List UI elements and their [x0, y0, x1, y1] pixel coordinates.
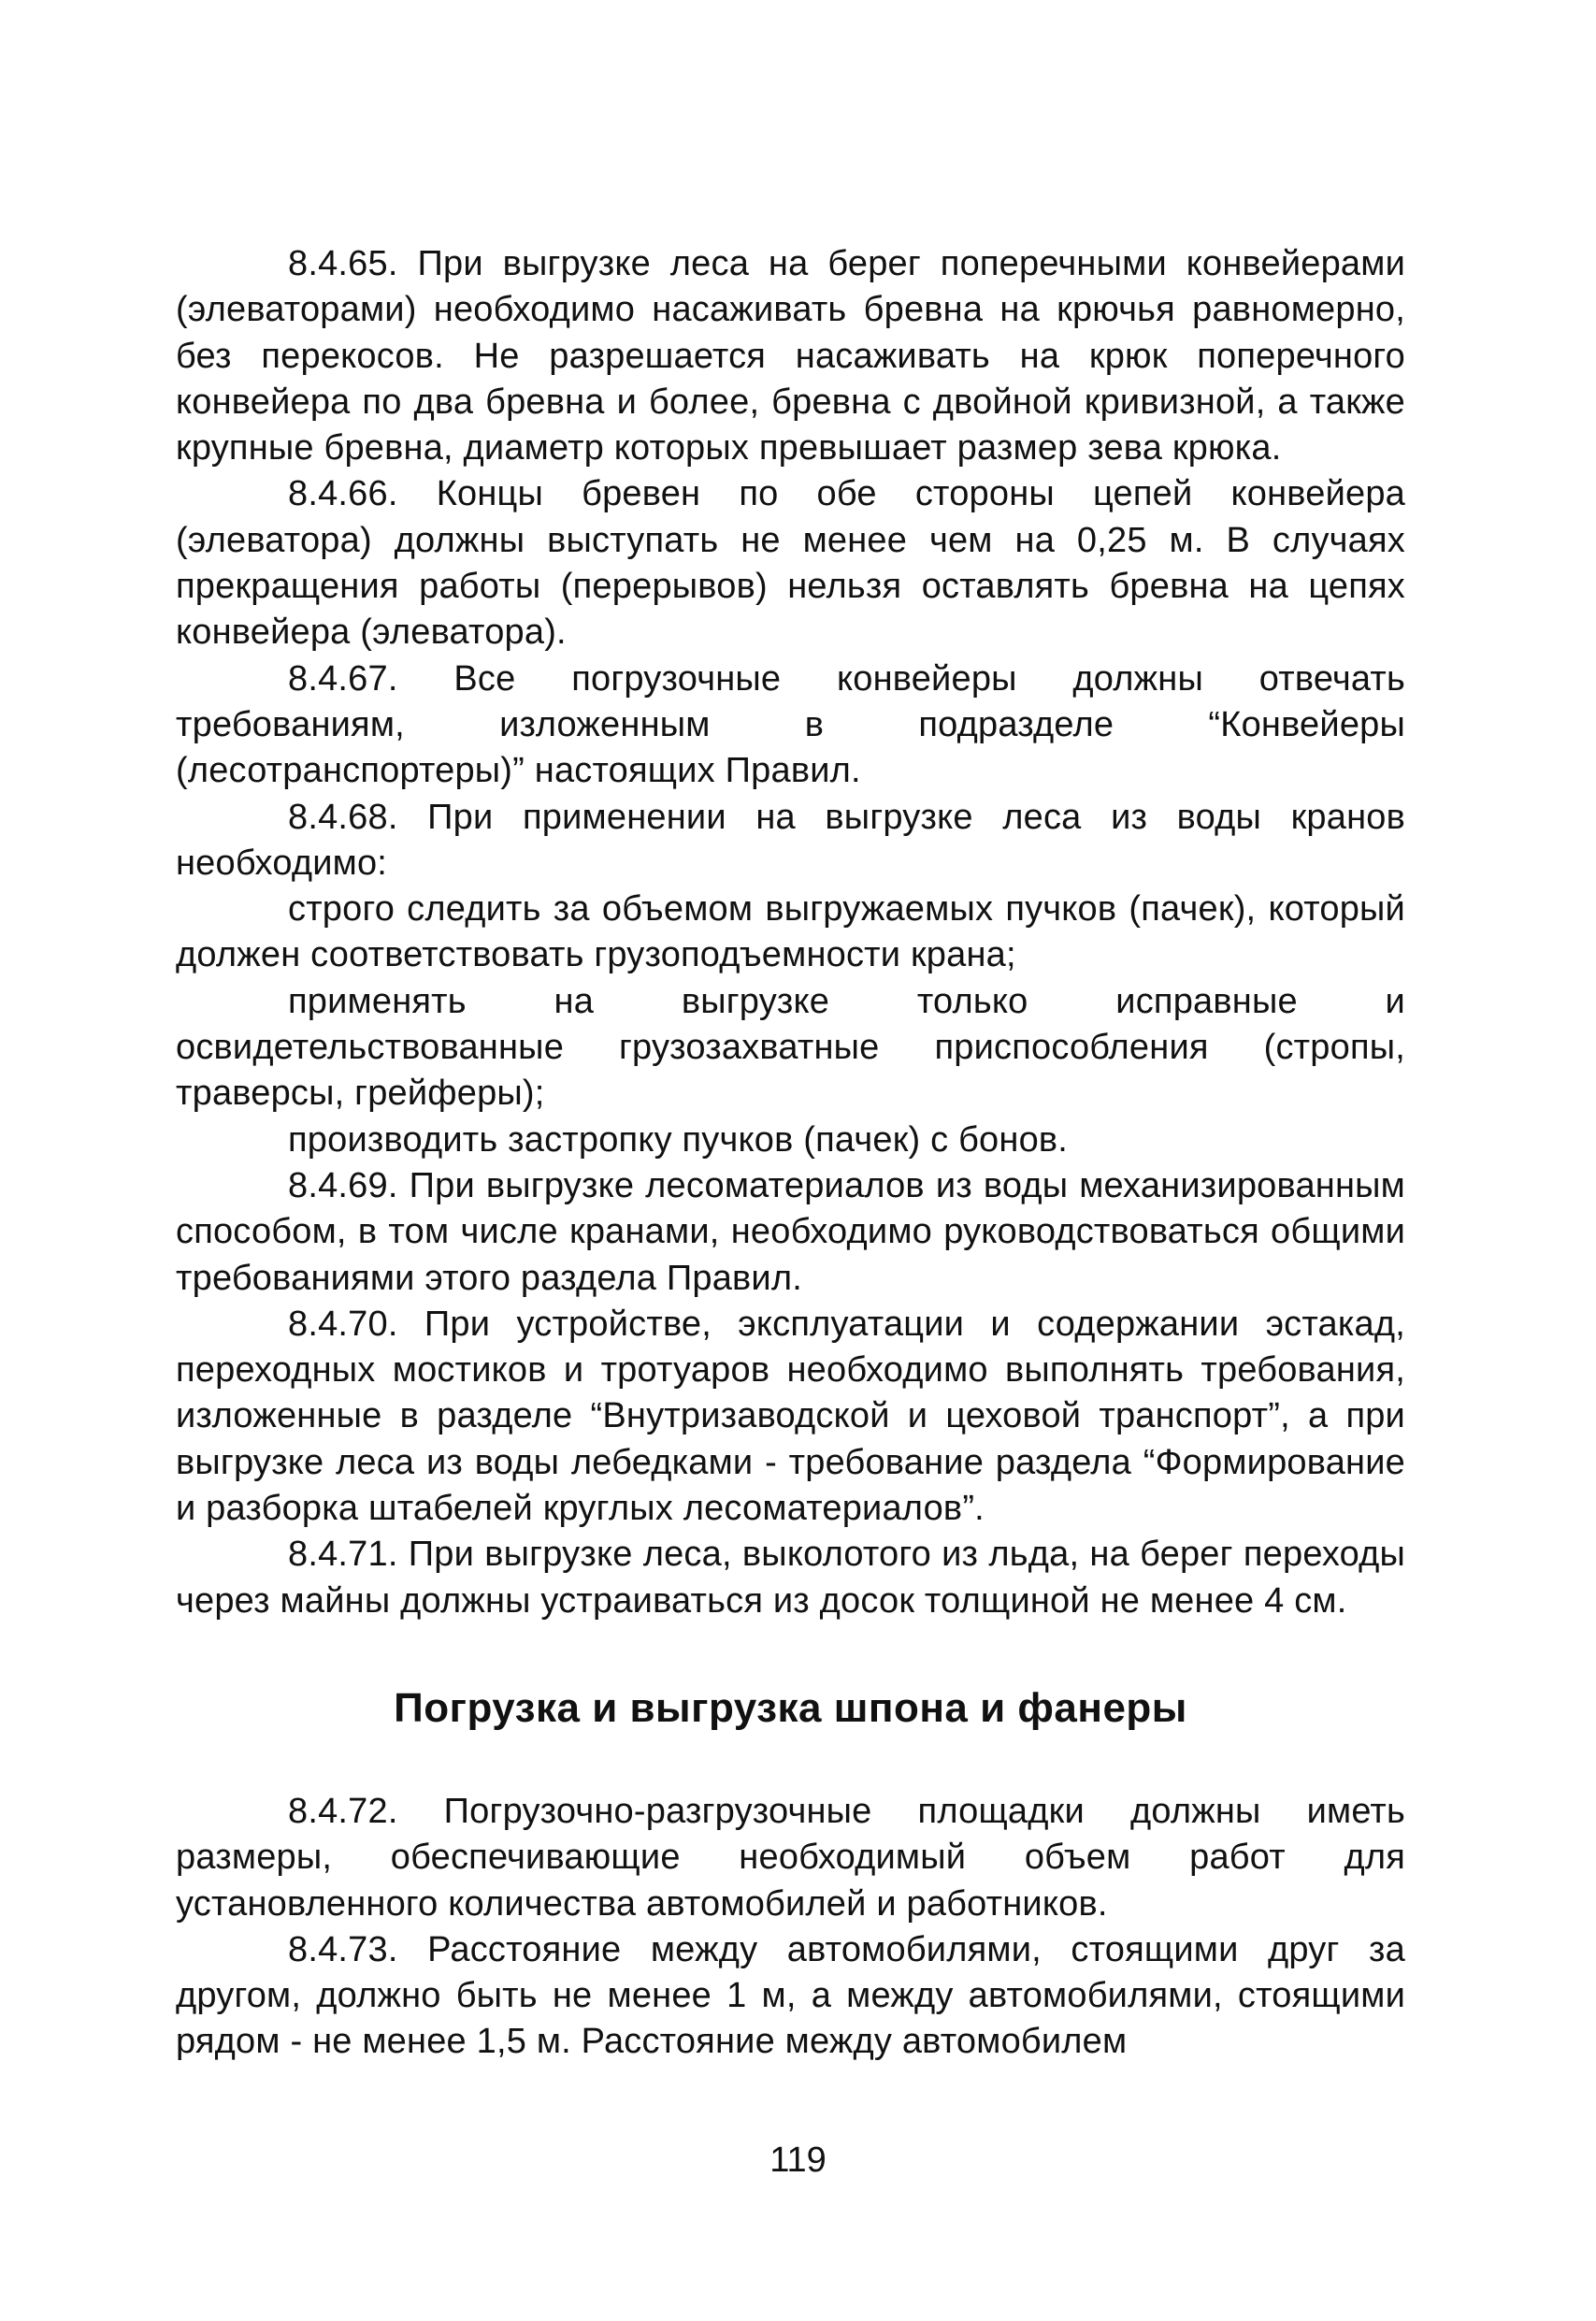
paragraph-8-4-70: 8.4.70. При устройстве, эксплуатации и содержании эстакад, переходных мостиков и тротуаров необходимо выполнять требования, изложенные в разделе “Внутризаводской и цеховой транспорт”, а при выгрузке леса из воды лебедками - требование раздела “Формирование и разборка штабелей круглых лесоматериалов”. [176, 1304, 1405, 1529]
paragraph-8-4-67: 8.4.67. Все погрузочные конвейеры должны отвечать требованиям, изложенным в подразделе “Конвейеры (лесотранспортеры)” настоящих Правил. [176, 658, 1405, 791]
section-heading: Погрузка и выгрузка шпона и фанеры [394, 1684, 1187, 1731]
paragraph-8-4-65: 8.4.65. При выгрузке леса на берег поперечными конвейерами (элеваторами) необходимо насаживать бревна на крючья равномерно, без перекосов. Не разрешается насаживать на крюк поперечного конвейера по два бревна и более, бревна с двойной кривизной, а также крупные бревна, диаметр которых превышает размер зева крюка. [176, 244, 1405, 469]
list-item-primenyat: применять на выгрузке только исправные и освидетельствованные грузозахватные приспособления (стропы, траверсы, грейферы); [176, 981, 1405, 1114]
page-number: 119 [769, 2141, 827, 2180]
page-body [176, 241, 1405, 2066]
paragraph-8-4-68: 8.4.68. При применении на выгрузке леса из воды кранов необходимо: [176, 797, 1405, 883]
list-item-proizvodit: производить застропку пучков (пачек) с бонов. [288, 1119, 1069, 1160]
paragraph-8-4-66: 8.4.66. Концы бревен по обе стороны цепей конвейера (элеватора) должны выступать не менее чем на 0,25 м. В случаях прекращения работы (перерывов) нельзя оставлять бревна на цепях конвейера (элеватора). [176, 474, 1405, 653]
paragraph-8-4-72: 8.4.72. Погрузочно-разгрузочные площадки должны иметь размеры, обеспечивающие необходимый объем работ для установленного количества автомобилей и работников. [176, 1791, 1405, 1924]
paragraph-8-4-73: 8.4.73. Расстояние между автомобилями, стоящими друг за другом, должно быть не менее 1 м, а между автомобилями, стоящими рядом - не менее 1,5 м. Расстояние между автомобилем [176, 1929, 1405, 2062]
list-item-strogo: строго следить за объемом выгружаемых пучков (пачек), который должен соответствовать грузоподъемности крана; [176, 889, 1405, 975]
paragraph-8-4-69: 8.4.69. При выгрузке лесоматериалов из воды механизированным способом, в том числе кранами, необходимо руководствоваться общими требованиями этого раздела Правил. [176, 1165, 1405, 1298]
paragraph-8-4-71: 8.4.71. При выгрузке леса, выколотого из льда, на берег переходы через майны должны устраиваться из досок толщиной не менее 4 см. [176, 1535, 1405, 1621]
